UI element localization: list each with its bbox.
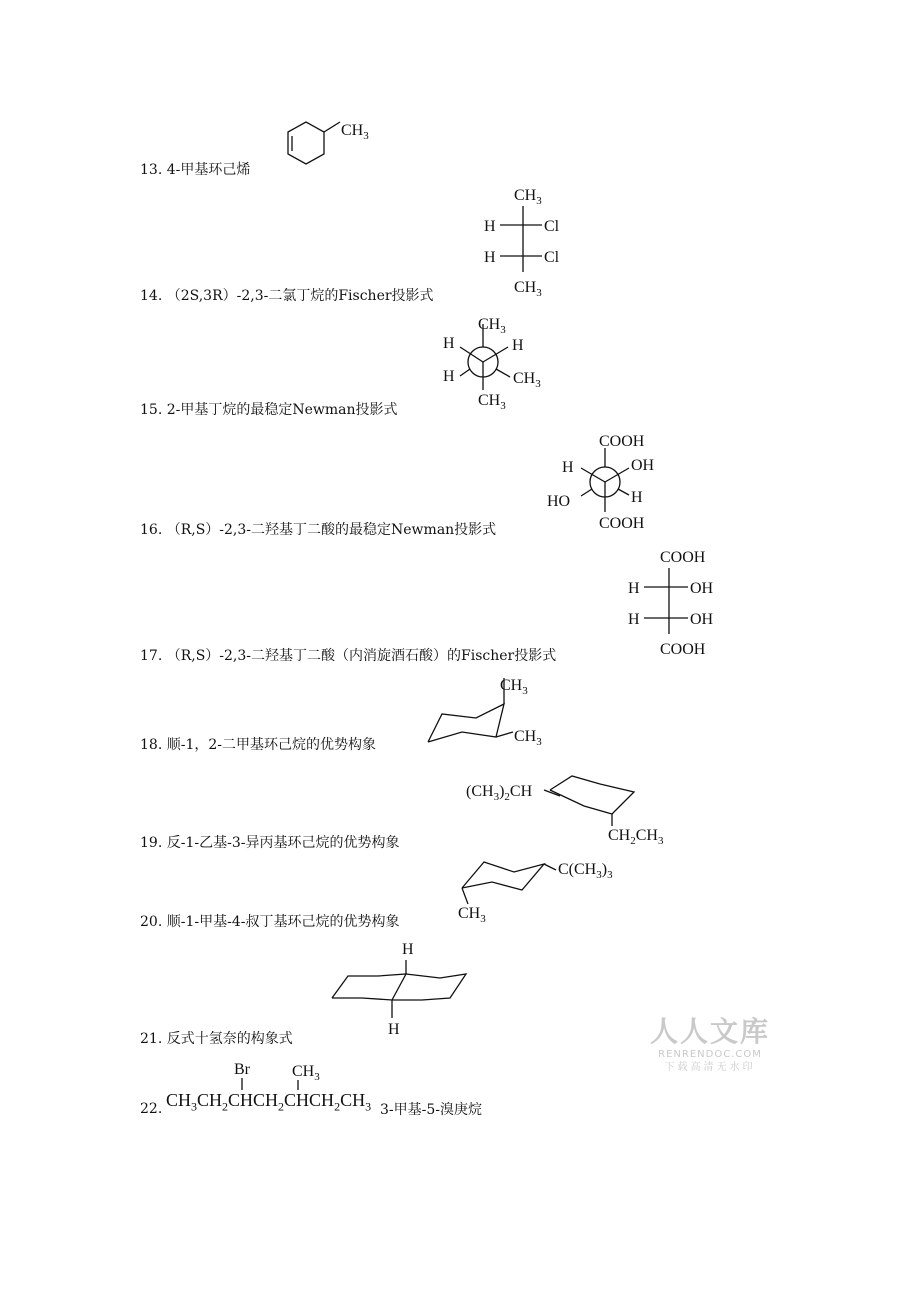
item-18-chair [420,670,560,752]
item-19-chair [464,764,684,848]
equatorial-methyl-bond [496,732,513,737]
br-label: Br [234,1061,250,1078]
bottom-group: $CH_3$ [514,279,542,299]
chair-ring [462,862,544,890]
h-left-1: H [484,218,496,235]
item-20-label: 20. 顺-1-甲基-4-叔丁基环己烷的优势构象 [140,914,400,930]
h-lower-left: H [443,368,455,385]
item-17-label: 17. （R,S）-2,3-二羟基丁二酸（内消旋酒石酸）的Fischer投影式 [140,648,557,664]
item-17-fischer [624,544,734,660]
methyl-bond [462,888,468,904]
item-13-structure [280,118,380,178]
oh-right-1: OH [690,580,714,597]
front-bond-left [581,468,605,482]
h-left-2: H [628,611,640,628]
h-bottom: H [388,1021,400,1038]
watermark-tagline: 下载高清无水印 [664,1062,756,1073]
equatorial-ch3: $CH_3$ [514,728,542,748]
item-13-label: 13. 4-甲基环己烯 [140,162,251,178]
item-22-formula: $CH_3CH_2CHCH_2CHCH_2CH_3$ [166,1090,372,1114]
top-cooh: COOH [660,549,706,566]
chair-ring [428,704,504,742]
h-top: H [402,941,414,958]
item-19-label: 19. 反-1-乙基-3-异丙基环己烷的优势构象 [140,835,400,851]
item-21-decalin [326,938,476,1038]
bottom-ch3: $CH_3$ [478,392,506,412]
item-22-number: 22. [140,1101,163,1117]
left-chair [332,974,406,1000]
front-bond-left [460,347,483,362]
h-left-2: H [484,249,496,266]
watermark-main-text: 人人文库 [649,1015,770,1048]
item-18-label: 18. 顺-1，2-二甲基环己烷的优势构象 [140,737,376,753]
h-left-1: H [628,580,640,597]
cl-right-2: Cl [544,249,560,266]
ethyl-group: $CH_2CH_3$ [608,827,664,847]
top-group: $CH_3$ [514,187,542,207]
tbutyl-bond [544,864,556,870]
item-15-newman [440,310,560,414]
item-22-name: 3-甲基-5-溴庚烷 [380,1102,483,1118]
right-ch3: $CH_3$ [513,370,541,390]
front-bond-right [483,347,508,362]
chair-ring [550,776,634,814]
isopropyl-group: $(CH_3)_2CH$ [466,783,533,803]
h-lower-right: H [631,489,643,506]
h-upper-right: H [512,337,524,354]
top-cooh: COOH [599,433,645,450]
bottom-cooh: COOH [660,641,706,658]
top-ch3: $CH_3$ [478,316,506,336]
h-upper-left: H [443,335,455,352]
item-15-label: 15. 2-甲基丁烷的最稳定Newman投影式 [140,402,398,418]
item-22-substituents [228,1056,338,1090]
ch3-label: $CH_3$ [292,1063,320,1083]
bottom-cooh: COOH [599,515,645,532]
cl-right-1: Cl [544,218,560,235]
rear-bond-right [618,489,629,495]
axial-ch3: $CH_3$ [500,677,528,697]
item-16-label: 16. （R,S）-2,3-二羟基丁二酸的最稳定Newman投影式 [140,522,497,538]
oh-upper-right: OH [631,457,655,474]
rear-bond-right [496,369,510,377]
item-20-chair [452,852,652,930]
methyl-bond [324,122,340,132]
item-14-label: 14. （2S,3R）-2,3-二氯丁烷的Fischer投影式 [140,288,434,304]
watermark-logo [646,1016,774,1074]
h-upper-left: H [562,459,574,476]
oh-right-2: OH [690,611,714,628]
item-16-newman [545,428,665,534]
watermark-domain: RENRENDOC.COM [658,1049,762,1060]
tbutyl-group: $C(CH_3)_3$ [558,861,613,881]
item-21-label: 21. 反式十氢奈的构象式 [140,1031,293,1047]
item-14-fischer [480,180,590,302]
front-bond-right [605,468,629,482]
right-chair [392,974,466,1000]
rear-bond-left [460,369,470,376]
methyl-group: $CH_3$ [458,905,486,925]
cyclohexene-ring [288,122,324,164]
ho-lower-left: HO [547,493,571,510]
ch3-text: $CH_3$ [341,122,369,142]
rear-bond-left [581,489,592,496]
